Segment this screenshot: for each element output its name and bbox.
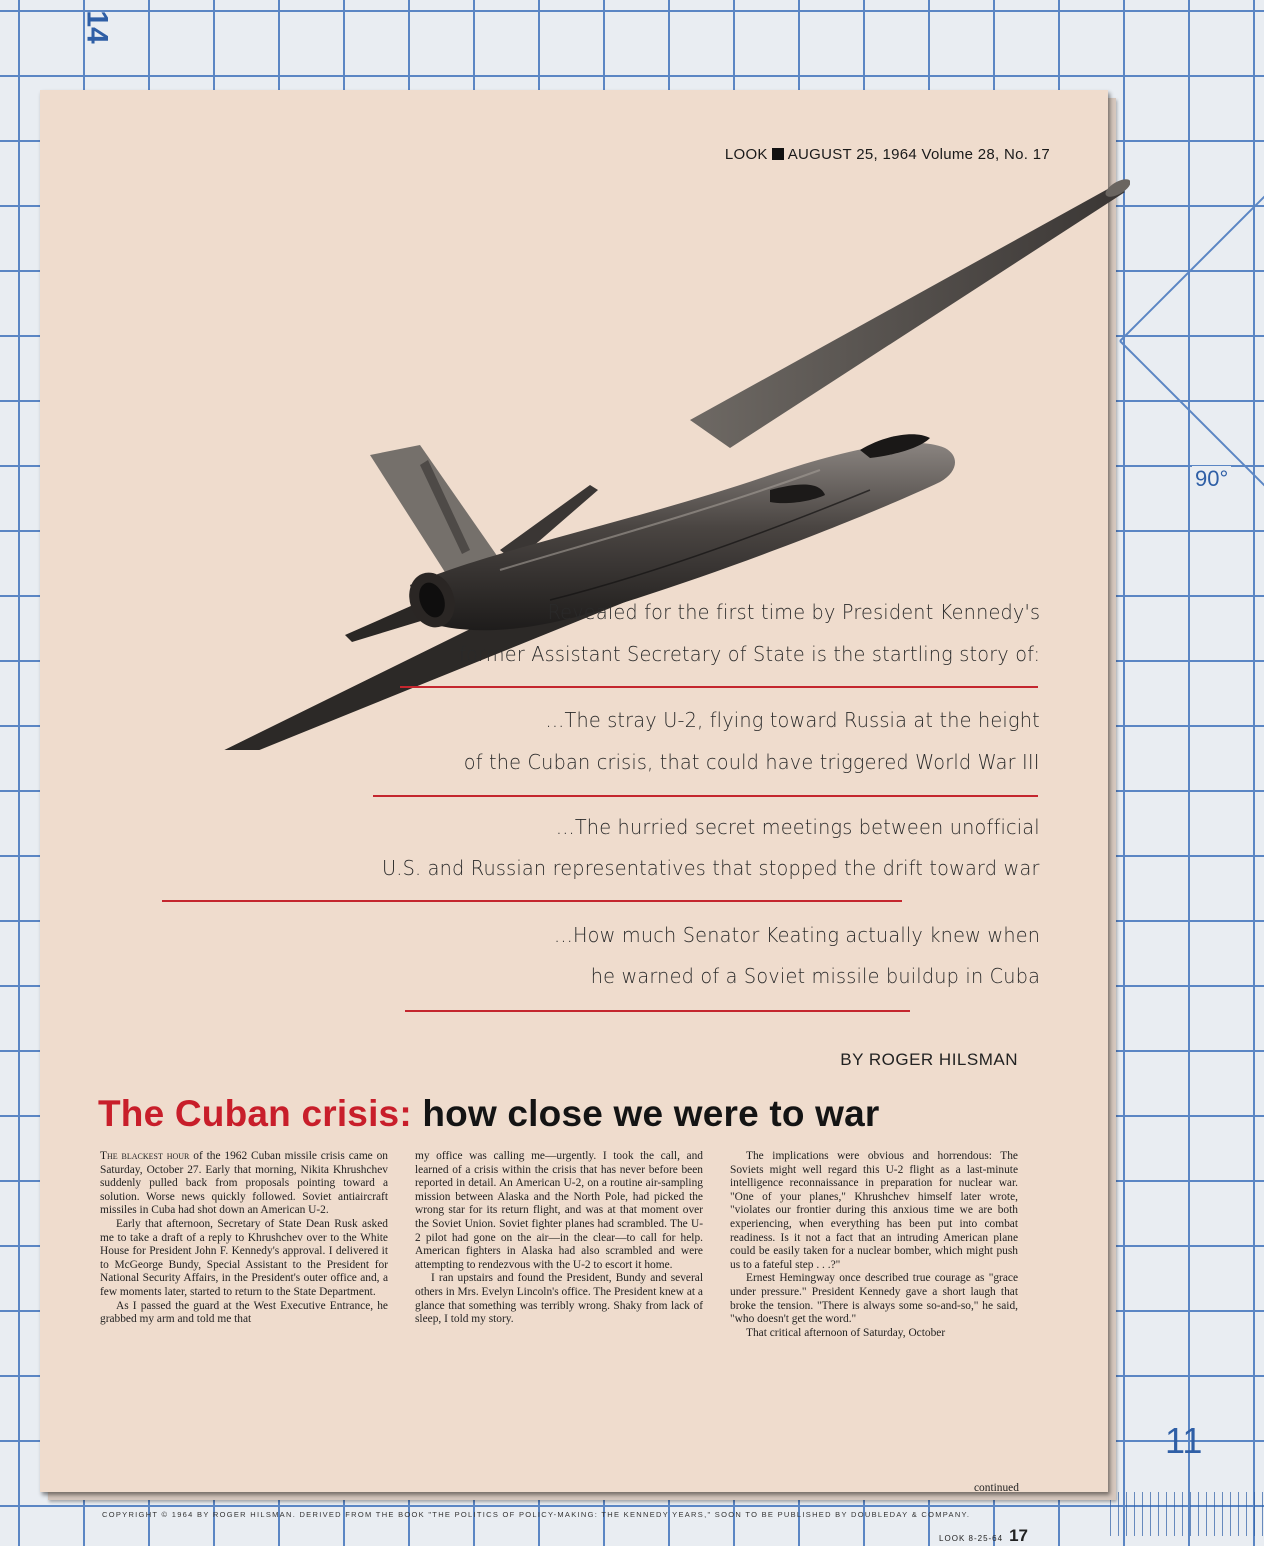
magazine-page [40,90,1108,1545]
headline [98,1093,880,1135]
lead-small-caps: The blackest hour [100,1150,190,1162]
article-column-1 [100,1150,388,1327]
article-paragraph: The implications were obvious and horrendous: The Soviets might well regard this U-2 flight as a last-minute intelligence reconnaissance in preparation for nuclear war. "One of your planes," Khrushchev himself later wrote, "violates our frontier during this anxious time we are both experiencing, when everything has been put into combat readiness. Is it not a fact that an intruding American plane could be easily taken for a nuclear bomber, which might push us to a fateful step . . .?" [730,1150,1018,1271]
deck-line-7: ...How much Senator Keating actually knew when [553,923,1040,947]
article-paragraph: my office was calling me—urgently. I took the call, and learned of a crisis within the crisis that has never before been reported in detail. An American U-2, on a routine air-sampling mission between Alaska and the North Pole, had picked the wrong star for its return flight, and was at that moment over the Soviet Union. Soviet fighter planes had scrambled. The U-2 pilot had gone on the air—in the clear—to call for help. American fighters in Alaska had also scrambled and were attempting to rendezvous with the U-2 to escort it home. [415,1150,703,1271]
mat-diagonal-line [1119,156,1264,341]
article-paragraph: Ernest Hemingway once described true courage as "grace under pressure." President Kennedy gave a short laugh that broke the tension. "There is always some so-and-so," he said, "who doesn't get the word." [730,1272,1018,1326]
folio-issue: LOOK 8-25-64 [939,1534,1004,1543]
red-rule [400,686,1038,688]
red-rule [405,1010,910,1012]
mat-number-14: 14 [80,10,114,44]
headline-red: The Cuban crisis: [98,1093,412,1134]
article-paragraph: I ran upstairs and found the President, Bundy and several others in Mrs. Evelyn Lincoln's office. The President knew at a glance that something was terribly wrong. Shaky from lack of sleep, I told my story. [415,1272,703,1326]
article-paragraph: As I passed the guard at the West Executive Entrance, he grabbed my arm and told me that [100,1299,388,1326]
headline-black: how close we were to war [422,1093,880,1134]
masthead-issue: AUGUST 25, 1964 Volume 28, No. 17 [787,146,1050,163]
mat-ruler-ticks [1110,1492,1264,1536]
deck-line-5: ...The hurried secret meetings between unofficial [556,815,1040,839]
deck-line-6: U.S. and Russian representatives that stopped the drift toward war [382,856,1040,880]
deck-line-4: of the Cuban crisis, that could have triggered World War III [464,750,1040,774]
deck-line-1: Revealed for the first time by President Kennedy's [547,600,1040,624]
byline: BY ROGER HILSMAN [840,1050,1018,1069]
article-paragraph: That critical afternoon of Saturday, October [746,1326,946,1339]
article-column-3 [730,1150,1018,1340]
red-rule [373,795,1038,797]
article-column-2 [415,1150,703,1327]
paragraph-text: of the 1962 Cuban missile crisis came on Saturday, October 27. Early that morning, Nikita Khrushchev suddenly pulled back from proposals pointing toward a solution. Worse news quickly followed. Soviet antiaircraft missiles in Cuba had shot down an American U-2. [100,1150,388,1217]
red-rule [162,900,902,902]
deck-line-8: he warned of a Soviet missile buildup in Cuba [590,964,1040,988]
mat-angle-label: 90° [1192,466,1231,492]
mat-number-11: 11 [1165,1420,1203,1461]
article-paragraph [100,1150,388,1218]
deck-line-2: former Assistant Secretary of State is the startling story of: [458,642,1040,666]
copyright-line: COPYRIGHT © 1964 BY ROGER HILSMAN. DERIVED FROM THE BOOK "THE POLITICS OF POLICY-MAKING: THE KENNEDY YEARS," SOON TO BE PUBLISHED BY DOUBLEDAY & COMPANY. [102,1510,971,1519]
masthead-brand: LOOK [724,146,768,163]
article-paragraph: Early that afternoon, Secretary of State Dean Rusk asked me to take a draft of a reply to Khrushchev over to the White House for President John F. Kennedy's approval. I delivered it to McGeorge Bundy, Special Assistant to the President for National Security Affairs, in the President's outer office and, a few moments later, started to return to the State Department. [100,1217,388,1298]
page-folio [939,1526,1028,1546]
page-number: 17 [1009,1526,1028,1545]
deck-line-3: ...The stray U-2, flying toward Russia at the height [545,708,1040,732]
mat-diagonal-line [1119,340,1264,525]
continued-label: continued [974,1482,1019,1494]
